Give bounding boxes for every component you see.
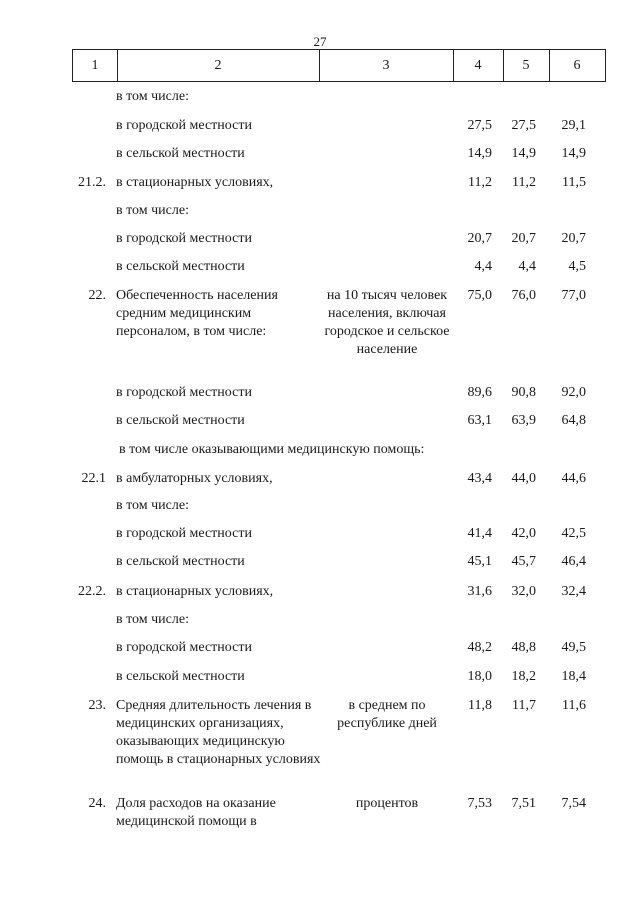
row-number: 23. [88,698,106,713]
header-col-3: 3 [319,50,454,81]
row-value-col6: 20,7 [561,231,586,246]
row-value-col5: 44,0 [511,471,536,486]
row-value-col5: 4,4 [518,259,536,274]
row-name: в том числе: [116,498,189,513]
row-value-col5: 11,2 [512,175,536,190]
row-value-col4: 63,1 [467,413,492,428]
row-value-col4: 43,4 [467,471,492,486]
row-value-col5: 76,0 [511,288,536,303]
header-col-4: 4 [453,50,504,81]
header-col-5: 5 [503,50,550,81]
row-value-col5: 45,7 [511,554,536,569]
row-value-col6: 11,6 [562,698,586,713]
row-name: в том числе: [116,612,189,627]
row-value-col5: 42,0 [511,526,536,541]
row-value-col6: 18,4 [561,669,586,684]
row-value-col6: 49,5 [561,640,586,655]
row-name: в том числе: [116,203,189,218]
row-name: в сельской местности [116,146,245,161]
row-number: 24. [88,796,106,811]
row-value-col6: 14,9 [561,146,586,161]
row-value-col4: 75,0 [467,288,492,303]
row-value-col4: 4,4 [474,259,492,274]
row-name: в городской местности [116,385,252,400]
section-subheading: в том числе оказывающими медицинскую помощь: [119,442,425,457]
row-unit: процентов [355,796,419,811]
row-name: в городской местности [116,231,252,246]
row-value-col6: 29,1 [561,118,586,133]
header-col-6: 6 [573,58,581,73]
row-value-col4: 14,9 [467,146,492,161]
row-unit: на 10 тысяч человек населения, включая городское и сельское население [324,288,450,357]
row-value-col5: 32,0 [511,584,536,599]
row-value-col4: 11,8 [468,698,492,713]
row-value-col4: 48,2 [467,640,492,655]
row-name: в городской местности [116,526,252,541]
row-number: 22.1 [81,471,106,486]
row-number: 22. [88,288,106,303]
row-value-col4: 41,4 [467,526,492,541]
row-number: 21.2. [78,175,106,190]
row-name: Обеспеченность населения средним медицинским персоналом, в том числе: [116,288,278,339]
row-unit: в среднем по республике дней [337,698,437,731]
row-value-col5: 90,8 [511,385,536,400]
row-value-col6: 11,5 [562,175,586,190]
row-value-col5: 27,5 [511,118,536,133]
page-number: 27 [313,34,327,49]
row-value-col5: 48,8 [511,640,536,655]
row-value-col5: 18,2 [511,669,536,684]
row-value-col4: 45,1 [467,554,492,569]
row-value-col5: 11,7 [512,698,536,713]
row-value-col6: 7,54 [561,796,586,811]
row-value-col5: 20,7 [511,231,536,246]
row-name: в сельской местности [116,413,245,428]
row-value-col4: 7,53 [467,796,492,811]
header-col-1: 1 [73,50,118,81]
row-name: в сельской местности [116,259,245,274]
row-value-col6: 64,8 [561,413,586,428]
row-value-col5: 14,9 [511,146,536,161]
row-name: в городской местности [116,118,252,133]
row-value-col6: 92,0 [561,385,586,400]
row-value-col6: 46,4 [561,554,586,569]
row-value-col4: 31,6 [467,584,492,599]
row-value-col6: 77,0 [561,288,586,303]
row-value-col6: 4,5 [568,259,586,274]
table-header [72,49,606,82]
row-value-col4: 89,6 [467,385,492,400]
row-name: Доля расходов на оказание медицинской помощи в [116,796,276,829]
row-value-col5: 63,9 [511,413,536,428]
row-name: в городской местности [116,640,252,655]
header-col-2: 2 [117,50,320,81]
row-number: 22.2. [78,584,106,599]
row-value-col4: 11,2 [468,175,492,190]
row-name: в амбулаторных условиях, [116,471,273,486]
row-name: в сельской местности [116,669,245,684]
row-value-col4: 20,7 [467,231,492,246]
row-name: в сельской местности [116,554,245,569]
row-name: в том числе: [116,89,189,104]
row-name: в стационарных условиях, [116,175,274,190]
row-name: в стационарных условиях, [116,584,274,599]
row-value-col6: 32,4 [561,584,586,599]
row-name: Средняя длительность лечения в медицинских организациях, оказывающих медицинскую помощь в стационарных условиях [116,698,321,767]
row-value-col6: 44,6 [561,471,586,486]
row-value-col5: 7,51 [511,796,536,811]
row-value-col4: 18,0 [467,669,492,684]
row-value-col4: 27,5 [467,118,492,133]
row-value-col6: 42,5 [561,526,586,541]
